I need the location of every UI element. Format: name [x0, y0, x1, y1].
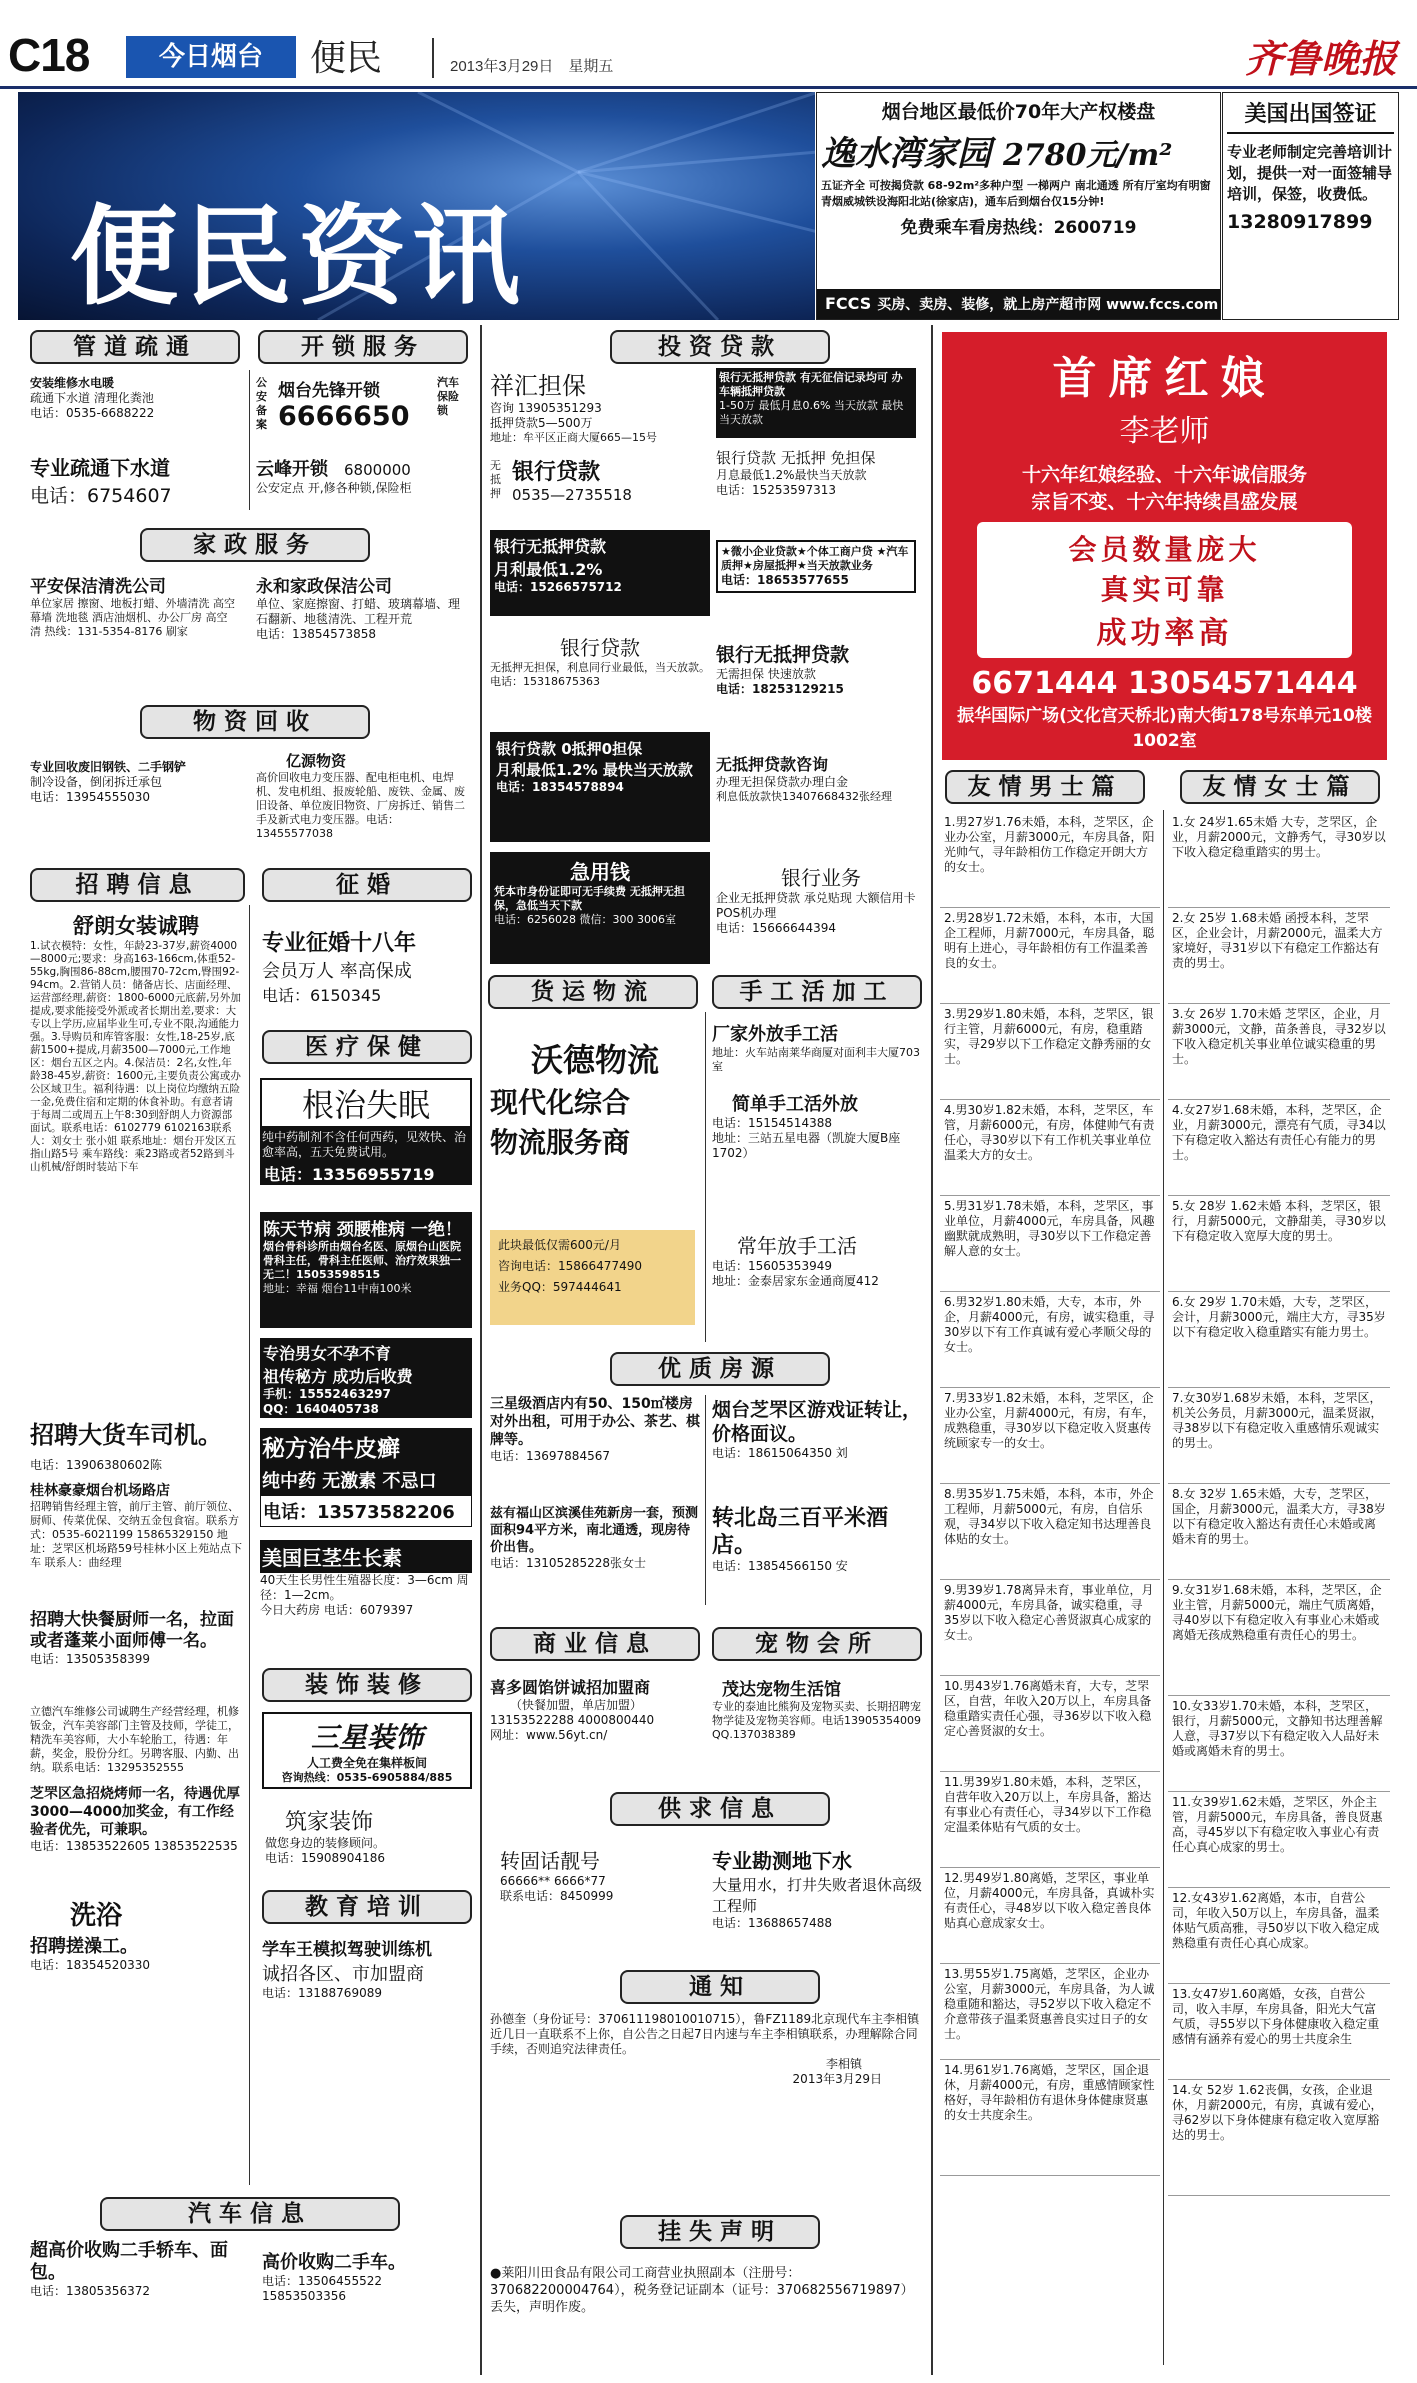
- matchmaker-highlight: [977, 522, 1352, 658]
- ad-recycle-2[interactable]: [256, 750, 471, 841]
- ad-phone: 电话：13356955719: [260, 1162, 472, 1185]
- ad-lock-2[interactable]: [256, 455, 471, 496]
- ad-title: 高价收购二手车。: [262, 2252, 406, 2273]
- friend-listing: 13.女47岁1.60离婚，女孩，自营公司，收入丰厚，车房具备，阳光大气富气质，寻55岁以下身体健康收入稳定重感情有涵养有爱心的男士共度余生: [1168, 1984, 1390, 2080]
- friend-listing: 4.男30岁1.82未婚，本科，芝罘区，车管，月薪6000元，有房，体健帅气有责任心，寻30岁以下有工作机关事业单位温柔大方的女士。: [940, 1100, 1160, 1196]
- ad-loan-bank-6[interactable]: [490, 632, 710, 689]
- heading-supply: 供求信息: [610, 1792, 830, 1826]
- ad-text: 大量用水，打井失败者退休高级工程师: [712, 1876, 923, 1915]
- ad-phone: 电话：13854566150 安: [712, 1559, 848, 1573]
- ad-text: 银行无抵押贷款 有无征信记录均可 办车辆抵押贷款: [719, 371, 903, 398]
- ad-address: 振华国际广场(文化宫天桥北)南大街178号东单元10楼1002室: [957, 706, 1372, 751]
- ad-title: 银行贷款 0抵押0担保: [496, 740, 643, 758]
- ad-text: 立德汽车维修公司诚聘生产经营经理，机修钣金，汽车美容部门主管及技师，学徒工，精洗车美容师，大小车轮胎工，待遇：年薪，奖金，股份分红。另聘客服、内勤、出纳。联系电话：13295352555: [30, 1705, 239, 1774]
- ad-phone: 13153522288 4000800440: [490, 1713, 655, 1727]
- ad-med-growth[interactable]: [260, 1540, 472, 1618]
- ad-deco-sanxing[interactable]: [262, 1712, 472, 1789]
- friend-listing: 8.女 32岁 1.65未婚，大专，芝罘区，国企，月薪3000元，温柔大方，寻38岁以下有稳定收入豁达有责任心未婚或离婚未育的男士。: [1168, 1484, 1390, 1580]
- friend-listing: 6.女 29岁 1.70未婚，大专，芝罘区，会计，月薪3000元，端庄大方，寻35岁以下有稳定收入稳重踏实有能力男士。: [1168, 1292, 1390, 1388]
- section-tag: 今日烟台: [126, 36, 296, 78]
- ad-phone: 咨询热线：0535-6905884/885: [281, 1771, 453, 1784]
- ad-lock-1[interactable]: [256, 376, 471, 432]
- ad-title: 烟台先锋开锁: [278, 381, 380, 401]
- ad-phone: 电话：15154514388: [712, 1116, 832, 1130]
- friend-listing: 3.女 26岁 1.70未婚 芝罘区，企业，月薪3000元，文静，苗条善良，寻32岁以下收入稳定机关事业单位诚实稳重的男士。: [1168, 1004, 1390, 1100]
- ad-title: 洗浴: [70, 1901, 123, 1931]
- column-divider: [931, 325, 933, 2375]
- ad-loan-bank-5[interactable]: [716, 540, 916, 593]
- divider: [249, 905, 250, 2185]
- ad-loan-bank-4[interactable]: [490, 530, 710, 616]
- heading-car: 汽车信息: [100, 2197, 400, 2231]
- ad-business[interactable]: [490, 1675, 705, 1743]
- ad-prop-2[interactable]: [712, 1398, 924, 1461]
- usa-visa-phone: 13280917899: [1227, 211, 1373, 233]
- male-friends-list: [940, 812, 1160, 2176]
- ad-phone: 电话：18354520330: [30, 1958, 150, 1972]
- heading-education: 教育培训: [262, 1890, 472, 1924]
- ad-text: 会员数量庞大: [1068, 533, 1261, 566]
- ad-phone: 电话：18354578894: [496, 780, 624, 794]
- ad-text: 此块最低仅需600元/月: [498, 1238, 621, 1252]
- notice-signer: 李相镇: [825, 2057, 862, 2071]
- ad-title: 祥汇担保: [490, 372, 586, 400]
- ad-title: 桂林豪豪烟台机场路店: [30, 1483, 170, 1499]
- ad-title: 无抵押贷款咨询: [716, 755, 829, 774]
- fccs-logo-icon: FCCS: [825, 294, 872, 313]
- ad-title: 亿源物资: [286, 752, 347, 770]
- lost-notice: [490, 2265, 922, 2316]
- ad-text: 招聘销售经理主管，前厅主管、前厅领位、厨师、传菜优保、交纳五金包食宿。联系方式：0535-6021199 15865329150 地址：芝罘区机场路59号桂林小区上苑站点下车 联系人：曲经理: [30, 1500, 242, 1569]
- ad-title: 银行贷款 无抵押 免担保: [716, 449, 876, 467]
- divider: [1163, 810, 1164, 2365]
- ad-loan-bank-2[interactable]: [716, 368, 916, 438]
- ad-med-fertility[interactable]: [260, 1338, 472, 1418]
- ad-title: 急用钱: [570, 860, 630, 884]
- ad-text: 人工费全免在集样板间: [306, 1756, 427, 1770]
- ad-text: 疏通下水道 清理化粪池: [30, 391, 154, 405]
- estate-price: 2780元/m²: [1003, 138, 1173, 173]
- friend-listing: 6.男32岁1.80未婚，大专，本市，外企，月薪4000元，有房，诚实稳重，寻30岁以下有工作真诚有爱心孝顺父母的女士。: [940, 1292, 1160, 1388]
- ad-address: 地址：火车站南莱华商厦对面利丰大厦703室: [712, 1046, 920, 1073]
- ad-text: 月利最低1.2%: [494, 560, 603, 579]
- heading-loans: 投资贷款: [610, 330, 830, 364]
- ad-title: 三星装饰: [310, 1721, 423, 1754]
- ad-title: 学车王模拟驾驶训练机: [262, 1940, 432, 1960]
- friend-listing: 7.女30岁1.68岁未婚，本科，芝罘区，机关公务员，月薪3000元，温柔贤淑，寻38岁以下有稳定收入重感情乐观诚实的男士。: [1168, 1388, 1390, 1484]
- ad-loan-bank-8[interactable]: [490, 732, 710, 842]
- heading-male-friends: 友情男士篇: [945, 770, 1145, 804]
- issue-date: 2013年3月29日 星期五: [450, 58, 614, 75]
- estate-line3: 五证齐全 可按揭贷款 68-92m²多种户型 一梯两户 南北通透 所有厅室均有明窗: [821, 179, 1211, 192]
- ad-phone: 电话：18653577655: [721, 573, 849, 587]
- ad-text: 纯中药 无激素 不忌口: [260, 1465, 472, 1495]
- header-rule: [0, 86, 1417, 89]
- friend-listing: 10.男43岁1.76离婚未育，大专，芝罘区，自营，年收入20万以上，车房具备稳重踏实责任心强，寻36岁以下收入稳定心善贤淑的女士。: [940, 1676, 1160, 1772]
- friend-listing: 5.女 28岁 1.62未婚 本科，芝罘区，银行，月薪5000元，文静甜美，寻30岁以下有稳定收入宽厚大度的男士。: [1168, 1196, 1390, 1292]
- ad-text: 会员万人 率高保成: [262, 961, 412, 982]
- heading-handwork: 手工活加工: [712, 975, 922, 1009]
- heading-female-friends: 友情女士篇: [1180, 770, 1380, 804]
- ad-title: 陈天节病 颈腰椎病 一绝！: [263, 1220, 462, 1240]
- ad-supply-well[interactable]: [712, 1845, 924, 1931]
- ad-prop-4[interactable]: [712, 1505, 924, 1574]
- ad-title: 专业疏通下水道: [30, 456, 170, 480]
- ad-text: 月利最低1.2% 最快当天放款: [496, 761, 693, 779]
- ad-title: 常年放手工活: [737, 1234, 857, 1258]
- ad-med-spine[interactable]: [260, 1212, 472, 1328]
- ad-text: 无抵押无担保，利息同行业最低，当天放款。电话：15318675363: [490, 661, 710, 688]
- ad-title: 专业征婚十八年: [262, 931, 417, 956]
- friend-listing: 7.男33岁1.82未婚，本科，芝罘区，企业办公室，月薪4000元，有房，有车，成熟稳重，寻30岁以下稳定收入贤惠传统顾家专一的女士。: [940, 1388, 1160, 1484]
- ad-handwork-3[interactable]: [712, 1230, 924, 1289]
- friend-listing: 4.女27岁1.68未婚，本科，芝罘区，企业，月薪3000元，漂亮有气质，寻34以下有稳定收入豁达有责任心有能力的男士。: [1168, 1100, 1390, 1196]
- ad-supply-phone[interactable]: [500, 1845, 700, 1904]
- notice-text: 孙德奎（身份证号：370611198010010715），鲁FZ1189北京现代车主李相镇近几日一直联系不上你，自公告之日起7日内速与车主李相镇联系，办理解除合同手续，否则追究法律责任。: [490, 2012, 920, 2056]
- ad-med-psoriasis[interactable]: [260, 1428, 472, 1527]
- ad-title: 芝罘区急招烧烤师一名，待遇优厚3000—4000加奖金，有工作经验者优先，可兼职。: [30, 1786, 240, 1838]
- ad-text: 单位家居 擦窗、地板打蜡、外墙清洗 高空幕墙 洗地毯 酒店油烟机、办公厂房 高空清 热线：131-5354-8176 刷家: [30, 597, 235, 638]
- divider: [705, 1395, 706, 1605]
- ad-prop-1[interactable]: [490, 1395, 700, 1464]
- ad-loan-consult[interactable]: [716, 752, 926, 804]
- column-divider: [480, 325, 482, 2375]
- ad-loan-bank-1[interactable]: [490, 455, 710, 504]
- ad-housekeeping-2[interactable]: [256, 572, 471, 642]
- ad-text: 真实可靠: [1100, 573, 1229, 606]
- ad-phone: 电话：13506455522: [262, 2274, 382, 2288]
- heading-jobs: 招聘信息: [30, 868, 245, 902]
- banner-title: 便民资讯: [70, 195, 527, 320]
- ad-phone: 电话：13697884567: [490, 1449, 610, 1463]
- notice-body: [490, 2012, 922, 2087]
- ad-title: 专业回收废旧钢铁、二手钢铲: [30, 760, 187, 774]
- section-name: 便民: [310, 38, 383, 79]
- ad-title: 超高价收购二手轿车、面包。: [30, 2240, 228, 2283]
- ad-phone: 电话：6256028 微信：300 3006室: [494, 913, 676, 926]
- ad-text: 成功率高: [1096, 616, 1233, 651]
- heading-lock: 开锁服务: [258, 330, 468, 364]
- ad-phone: 电话：15266575712: [494, 580, 622, 594]
- ad-loan-xianghui[interactable]: [490, 366, 710, 445]
- ad-text: 1.试衣模特：女性，年龄23-37岁,薪资4000—8000元;要求：身高163-166cm,体重52-55kg,胸围86-88cm,腰围70-72cm,臀围92-94cm。2.营销人员：储备店长、店面经理、运营部经理,薪资：1800-6000元底薪,另外加提成,要求能接受外派或者长期出差,要求：大专以上学历,应届毕业生可,专业不限,沟通能力强。3.导购员和库管客服：女性,18-25岁,底薪1500+提成,月薪3500—7000元,工作地区：烟台五区之内。4.保洁员：2名,女性,年龄38-45岁,薪资：1600元,主要负责公寓或办公区域卫生。福利待遇：以上岗位均缴纳五险一金,免费住宿和定期的休食补助。有意者请于每周二或周五上午8:30到舒朗人力资源部面试。联系电话：6102779 6102163联系人：刘女士 张小姐 联系地址：烟台开发区五指山路5号 乘车路线：乘23路或者52路到斗山机械/舒朗时装站下车: [30, 940, 241, 1173]
- page-number: C18: [8, 29, 90, 81]
- ad-address: 地址：金泰居家东金通商厦412: [712, 1274, 879, 1288]
- ad-med-insomnia[interactable]: [260, 1078, 472, 1185]
- ad-phone: 6800000: [344, 461, 411, 479]
- ad-placeholder-price[interactable]: [490, 1230, 695, 1325]
- ad-text: 公安定点 开,修各种锁,保险柜: [256, 481, 412, 495]
- heading-housekeeping: 家政服务: [140, 528, 370, 562]
- ad-title: 首席红娘: [1052, 353, 1277, 404]
- ad-title: 永和家政保洁公司: [256, 577, 392, 597]
- ad-pipe-2[interactable]: [30, 452, 245, 508]
- ad-phone: 6666650: [278, 401, 410, 432]
- ad-phone: 电话：6754607: [30, 485, 172, 507]
- heading-marriage: 征婚: [262, 868, 472, 902]
- friend-listing: 12.女43岁1.62离婚，本市，自营公司，年收入50万以上，车房具备，温柔体贴气质高雅，寻50岁以下收入稳定成熟稳重有责任心真心成家。: [1168, 1888, 1390, 1984]
- ad-text: 现代化综合: [490, 1086, 631, 1119]
- notice-date: 2013年3月29日: [792, 2072, 882, 2086]
- ad-title: 厂家外放手工活: [712, 1024, 838, 1045]
- heading-medical: 医疗保健: [262, 1030, 472, 1064]
- ad-phone: 电话：13805356372: [30, 2284, 150, 2298]
- ad-title: 招聘大快餐厨师一名，拉面或者蓬莱小面师傅一名。: [30, 1610, 234, 1651]
- ad-loan-bankbiz[interactable]: [716, 862, 926, 936]
- ad-phone: 电话：0535-6688222: [30, 406, 155, 420]
- heading-business: 商业信息: [490, 1627, 700, 1661]
- female-friends-list: [1168, 812, 1390, 2196]
- ad-car-2[interactable]: [262, 2248, 474, 2304]
- estate-line4: 青烟威城铁设海阳北站(徐家店)，通车后到烟台仅15分钟!: [821, 195, 1105, 208]
- ad-job-driver[interactable]: [30, 1415, 242, 1473]
- ad-handwork-1[interactable]: [712, 1020, 924, 1074]
- friend-listing: 3.男29岁1.80未婚，本科，芝罘区，银行主管，月薪6000元，有房，稳重踏实，寻29岁以下工作稳定文静秀丽的女士。: [940, 1004, 1160, 1100]
- friend-listing: 11.女39岁1.62未婚，芝罘区，外企主管，月薪5000元，车房具备，善良贤惠高，寻45岁以下有稳定收入事业心有责任心真心成家的男士。: [1168, 1792, 1390, 1888]
- ad-prop-3[interactable]: [490, 1505, 700, 1571]
- heading-pipe: 管道疏通: [30, 330, 240, 364]
- ad-text: 66666** 6666*77: [500, 1874, 606, 1888]
- ad-text: 专业的泰迪比熊狗及宠物买卖、长期招聘宠物学徒及宠物美容师。电话13905354009 QQ.137038389: [712, 1700, 921, 1741]
- ad-phone: 电话：15605353949: [712, 1259, 832, 1273]
- ad-title: 云峰开锁: [256, 459, 328, 480]
- ad-title: 银行无抵押贷款: [716, 644, 850, 666]
- friend-listing: 1.男27岁1.76未婚，本科，芝罘区，企业办公室，月薪3000元，车房具备，阳光帅气，寻年龄相仿工作稳定开朗大方的女士。: [940, 812, 1160, 908]
- ad-phone: 电话：13505358399: [30, 1652, 150, 1666]
- ad-text: 办理无担保贷款办理白金: [716, 775, 849, 789]
- divider: [249, 370, 250, 510]
- friend-listing: 14.男61岁1.76离婚，芝罘区，国企退休，月薪4000元，有房，重感情顾家性格好，寻年龄相仿有退休身体健康贤惠的女士共度余生。: [940, 2060, 1160, 2176]
- ad-title: 筑家装饰: [285, 1810, 374, 1835]
- page-header: [0, 0, 1417, 90]
- ad-title: 沃德物流: [530, 1041, 659, 1079]
- divider: [705, 1012, 706, 1342]
- ad-note: 无抵押: [490, 458, 501, 500]
- ad-phone: 电话：15908904186: [265, 1851, 385, 1865]
- ad-title: 银行贷款: [512, 460, 601, 485]
- ad-phone: 电话：13188769089: [262, 1986, 382, 2000]
- ad-phone: 电话：13854573858: [256, 627, 376, 641]
- ad-phone: 电话：15253597313: [716, 483, 836, 497]
- ad-text: 凭本市身份证即可无手续费 无抵押无担保，急低当天下款: [494, 885, 685, 912]
- ad-phone: 电话：13906380602陈: [30, 1458, 162, 1472]
- ad-text: 烟台骨科诊所由烟台名医、原烟台山医院骨科主任，骨科主任医师、治疗效果独一无二！15053598515: [263, 1240, 461, 1281]
- ad-job-guilin[interactable]: [30, 1480, 242, 1570]
- ad-website: 网址：www.56yt.cn/: [490, 1728, 608, 1742]
- ad-title: 安装维修水电暖: [30, 376, 115, 390]
- matchmaker-ad[interactable]: [942, 332, 1387, 760]
- ad-title: 秘方治牛皮癣: [260, 1428, 472, 1465]
- ad-edu[interactable]: [262, 1935, 474, 2001]
- ad-text: 无需担保 快速放款: [716, 667, 816, 681]
- estate-hotline: 免费乘车看房热线：2600719: [900, 218, 1137, 238]
- ad-phone: 6671444 13054571444: [971, 666, 1358, 701]
- ad-text: 高价回收电力变压器、配电柜电机、电焊机、发电机组、报废轮船、废铁、金属、废旧设备、单位废旧物资、厂房拆迁、销售二手及新式电力变压器。电话：13455577038: [256, 771, 465, 840]
- friend-listing: 5.男31岁1.78未婚，本科，芝罘区，事业单位，月薪4000元，车房具备，风趣幽默就成熟明，寻30岁以下工作稳定善解人意的女士。: [940, 1196, 1160, 1292]
- ad-phone: 电话：15666644394: [716, 921, 836, 935]
- ad-note: 汽车保险锁: [437, 376, 459, 417]
- friend-listing: 9.男39岁1.78离异未育，事业单位，月薪4000元，车房具备，诚实稳重，寻35岁以下收入稳定心善贤淑真心成家的女士。: [940, 1580, 1160, 1676]
- ad-text: ★微小企业贷款★个体工商户贷 ★汽车质押★房屋抵押★当天放款业务: [721, 545, 909, 572]
- ad-phone: 手机：15552463297: [263, 1387, 391, 1401]
- ad-text: 1-50万 最低月息0.6% 当天放款 最快当天放款: [719, 399, 904, 426]
- heading-pet: 宠物会所: [712, 1627, 922, 1661]
- ad-phone: 咨询电话：15866477490: [498, 1259, 642, 1273]
- ad-text: 十六年红娘经验、十六年诚信服务: [1021, 464, 1307, 486]
- friend-listing: 13.男55岁1.75离婚，芝罘区，企业办公室，月薪3000元，车房具备，为人诚稳重随和豁达，寻52岁以下收入稳定不介意带孩子温柔贤惠善良实过日子的女士。: [940, 1964, 1160, 2060]
- ad-name: 李老师: [1119, 414, 1210, 449]
- heading-logistics: 货运物流: [488, 975, 698, 1009]
- ad-phone: 咨询 13905351293: [490, 401, 602, 415]
- ad-address: 地址：幸福 烟台11中南100米: [263, 1282, 412, 1295]
- ad-text: 单位、家庭擦窗、打蜡、玻璃幕墙、理石翻新、地毯清洗、工程开荒: [256, 597, 461, 626]
- ad-phone: 今日大药房 电话：6079397: [260, 1603, 414, 1617]
- ad-text: 宗旨不变、十六年持续昌盛发展: [1031, 491, 1298, 513]
- header-divider: [432, 38, 434, 78]
- usa-visa-title: 美国出国签证: [1227, 97, 1394, 134]
- friend-listing: 14.女 52岁 1.62丧偶，女孩，企业退休，月薪2000元，有房，真诚有爱心，寻62岁以下身体健康有稳定收入宽厚豁达的男士。: [1168, 2080, 1390, 2196]
- ad-pet[interactable]: [712, 1675, 924, 1742]
- ad-recycle-1[interactable]: [30, 760, 245, 805]
- ad-text: 三星级酒店内有50、150㎡楼房对外出租，可用于办公、茶艺、棋牌等。: [490, 1396, 700, 1448]
- heading-recycle: 物资回收: [140, 705, 370, 739]
- heading-decoration: 装饰装修: [262, 1668, 472, 1702]
- ad-pipe-1[interactable]: [30, 376, 245, 421]
- ad-text: 祖传秘方 成功后收费: [263, 1367, 413, 1386]
- ad-text: 纯中药制剂不含任何西药，见效快、治愈率高，五天免费试用。: [260, 1128, 472, 1162]
- ad-text: 制冷设备，倒闭拆迁承包: [30, 775, 163, 789]
- ad-text: 物流服务商: [490, 1126, 631, 1159]
- ad-title: 简单手工活外放: [732, 1094, 858, 1115]
- ad-phone: 联系电话：8450999: [500, 1889, 614, 1903]
- estate-line1: 烟台地区最低价70年大产权楼盘: [881, 101, 1156, 123]
- ad-text: 月息最低1.2%最快当天放款: [716, 468, 867, 482]
- friend-listing: 8.男35岁1.75未婚，本科，本市，外企工程师，月薪5000元，有房，自信乐观，寻34岁以下收入稳定知书达理善良体贴的女士。: [940, 1484, 1160, 1580]
- ad-phone: 利息低放款快13407668432张经理: [716, 790, 892, 803]
- ad-phone: 电话：13688657488: [712, 1916, 832, 1930]
- ad-text: 转北岛三百平米酒店。: [712, 1506, 889, 1558]
- ad-title: 银行无抵押贷款: [494, 537, 607, 556]
- friend-listing: 10.女33岁1.70未婚，本科，芝罘区，银行，月薪5000元，文静知书达理善解人意，寻37岁以下有稳定收入人品好未婚或离婚未育的男士。: [1168, 1696, 1390, 1792]
- ad-text: 做您身边的装修顾问。: [265, 1836, 386, 1850]
- estate-footer: FCCS 买房、卖房、装修，就上房产超市网 www.fccs.com: [817, 289, 1220, 319]
- ad-title: 美国巨茎生长素: [260, 1540, 472, 1573]
- ad-loan-bank-7[interactable]: [716, 640, 926, 697]
- ad-title: 银行贷款: [560, 636, 640, 660]
- ad-text: 招聘搓澡工。: [30, 1936, 138, 1957]
- ad-job-chef[interactable]: [30, 1610, 242, 1667]
- ad-title: 茂达宠物生活馆: [722, 1680, 841, 1700]
- friend-listing: 9.女31岁1.68未婚，本科，芝罘区，企业主管，月薪5000元，端庄气质离婚，寻40岁以下有稳定收入有事业心未婚或离婚无孩成熟稳重有责任心的男士。: [1168, 1580, 1390, 1696]
- usa-visa-ad[interactable]: [1222, 92, 1399, 320]
- ad-text: 烟台芝罘区游戏证转让，价格面议。: [712, 1399, 922, 1445]
- ad-text: 诚招各区、市加盟商: [262, 1964, 424, 1985]
- ad-address: 地址：三站五星电器（凯旋大厦B座1702）: [712, 1131, 901, 1160]
- ad-text: 企业无抵押贷款 承兑贴现 大额信用卡 POS机办理: [716, 891, 916, 920]
- ad-title: 招聘大货车司机。: [30, 1421, 222, 1449]
- friend-listing: 1.女 24岁1.65未婚 大专，芝罘区，企业，月薪2000元，文静秀气，寻30岁以下收入稳定稳重踏实的男士。: [1168, 812, 1390, 908]
- ad-phone: 电话：13105285228张女士: [490, 1556, 646, 1570]
- ad-phone: 电话：13853522605 13853522535: [30, 1839, 238, 1853]
- ad-loan-urgent[interactable]: [490, 852, 710, 964]
- ad-address: 地址：牟平区正商大厦665—15号: [490, 431, 657, 444]
- ad-job-bath[interactable]: [30, 1895, 242, 1973]
- estate-name: 逸水湾家园: [821, 134, 991, 174]
- ad-car-1[interactable]: [30, 2240, 242, 2299]
- heading-property: 优质房源: [610, 1352, 830, 1386]
- ad-text: 40天生长男性生殖器长度：3—6cm 周径：1—2cm。: [260, 1573, 469, 1602]
- ad-housekeeping-1[interactable]: [30, 572, 235, 639]
- ad-text: 兹有福山区滨溪佳苑新房一套，预测面积94平方米，南北通透，现房待价出售。: [490, 1506, 699, 1555]
- friend-listing: 2.男28岁1.72未婚，本科，本市，大国企工程师，月薪7000元，车房具备，聪明有上进心，寻年龄相仿有工作温柔善良的女士。: [940, 908, 1160, 1004]
- ad-job-bbq[interactable]: [30, 1785, 242, 1854]
- estate-ad[interactable]: [816, 92, 1221, 320]
- ad-title: 喜多圆馅饼诚招加盟商: [490, 1678, 651, 1697]
- ad-text: 抵押贷款5—500万: [490, 416, 593, 430]
- ad-title: 根治失眠: [260, 1078, 472, 1128]
- ad-title: 专治男女不孕不育: [263, 1344, 392, 1363]
- newspaper-logo: 齐鲁晚报: [1245, 36, 1398, 81]
- ad-logistics[interactable]: [490, 1035, 700, 1161]
- ad-phone: 电话：13573582206: [260, 1495, 472, 1527]
- ad-note: 公安备案: [256, 376, 267, 431]
- usa-visa-body: 专业老师制定完善培训计划，提供一对一面签辅导培训，保签，收费低。: [1227, 143, 1393, 203]
- friend-listing: 2.女 25岁 1.68未婚 函授本科，芝罘区，企业会计，月薪2000元，温柔大方家境好，寻31岁以下有稳定工作豁达有责的男士。: [1168, 908, 1390, 1004]
- heading-lost: 挂失声明: [620, 2215, 820, 2249]
- ad-job-shulang[interactable]: [30, 910, 242, 1174]
- ad-phone: 15853503356: [262, 2289, 346, 2303]
- ad-title: 银行业务: [781, 866, 861, 890]
- ad-marriage[interactable]: [262, 926, 472, 1006]
- ad-loan-bank-3[interactable]: [716, 447, 926, 498]
- ad-phone: 电话：18253129215: [716, 682, 844, 696]
- ad-title: 专业勘测地下水: [712, 1849, 852, 1873]
- ad-deco-zhujia[interactable]: [265, 1805, 475, 1866]
- ad-qq: QQ：1640405738: [263, 1402, 379, 1416]
- ad-phone: 电话：6150345: [262, 986, 382, 1005]
- ad-handwork-2[interactable]: [712, 1090, 924, 1161]
- ad-qq: 业务QQ：597444641: [498, 1280, 622, 1294]
- ad-title: 平安保洁清洗公司: [30, 577, 166, 597]
- friend-listing: 11.男39岁1.80未婚，本科，芝罘区，自营年收入20万以上，车房具备，豁达有事业心有责任心，寻34岁以下工作稳定温柔体贴有气质的女士。: [940, 1772, 1160, 1868]
- ad-phone: 0535—2735518: [512, 486, 632, 504]
- friend-listing: 12.男49岁1.80离婚，芝罘区，事业单位，月薪4000元，车房具备，真诚朴实有责任心，寻48岁以下收入稳定善良体贴真心意成家女士。: [940, 1868, 1160, 1964]
- lost-text: ●莱阳川田食品有限公司工商营业执照副本（注册号：370682200004764），税务登记证副本（证号：370682556719897）丢失，声明作废。: [490, 2266, 914, 2315]
- ad-text: （快餐加盟，单店加盟）: [510, 1698, 643, 1712]
- ad-job-auto[interactable]: [30, 1705, 242, 1775]
- ad-phone: 电话：13954555030: [30, 790, 150, 804]
- ad-title: 舒朗女装诚聘: [73, 914, 199, 938]
- ad-title: 转固话靓号: [500, 1849, 600, 1873]
- heading-notice: 通知: [620, 1970, 820, 2004]
- ad-phone: 电话：18615064350 刘: [712, 1446, 848, 1460]
